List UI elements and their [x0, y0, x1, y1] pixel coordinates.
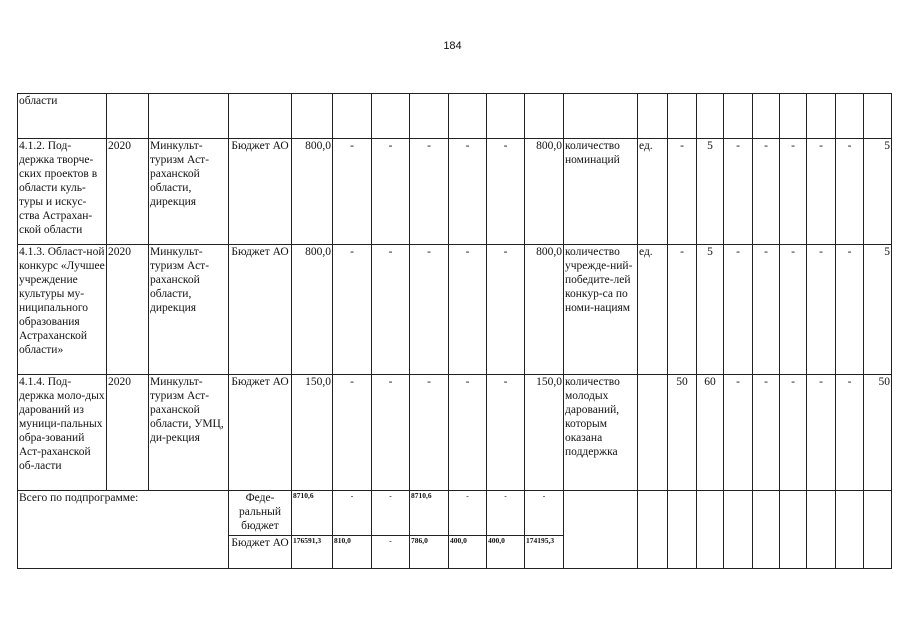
unit-cell: ед.	[638, 245, 668, 375]
indicator-value-cell	[724, 491, 753, 569]
indicator-value-cell	[807, 94, 836, 139]
table-row	[18, 375, 892, 491]
year-value-cell: 150,0	[525, 375, 564, 491]
year-value-cell: -	[449, 375, 487, 491]
year-cell: 2020	[107, 375, 149, 491]
source-cell: Бюджет АО	[229, 245, 292, 375]
indicator-cell	[564, 491, 638, 569]
totals-label: Всего по подпрограмме:	[18, 491, 229, 569]
indicator-value-cell: -	[807, 245, 836, 375]
year-cell: 2020	[107, 245, 149, 375]
indicator-value-cell	[780, 491, 807, 569]
year-value-cell: -	[449, 245, 487, 375]
indicator-value-cell: -	[780, 375, 807, 491]
year-value-cell: -	[372, 536, 410, 569]
year-value-cell	[333, 94, 372, 139]
indicator-value-cell: -	[836, 375, 864, 491]
year-value-cell: -	[372, 375, 410, 491]
unit-cell	[638, 491, 668, 569]
indicator-value-cell	[864, 94, 892, 139]
year-cell: 2020	[107, 139, 149, 245]
indicator-value-cell	[836, 94, 864, 139]
table-row	[18, 245, 892, 375]
year-value-cell: -	[410, 245, 449, 375]
page-number: 184	[443, 40, 462, 52]
indicator-value-cell	[836, 491, 864, 569]
table-row	[18, 94, 892, 139]
year-value-cell	[372, 94, 410, 139]
indicator-value-cell	[668, 491, 697, 569]
indicator-value-cell: -	[836, 139, 864, 245]
indicator-value-cell: 50	[864, 375, 892, 491]
indicator-value-cell	[780, 94, 807, 139]
table-row	[18, 139, 892, 245]
year-value-cell: 400,0	[487, 536, 525, 569]
indicator-value-cell	[753, 94, 780, 139]
year-value-cell: 174195,3	[525, 536, 564, 569]
indicator-value-cell: -	[807, 375, 836, 491]
indicator-value-cell: -	[724, 245, 753, 375]
indicator-value-cell: -	[753, 139, 780, 245]
indicator-cell: количество молодых дарований, которым оказана поддержка	[564, 375, 638, 491]
indicator-value-cell: -	[807, 139, 836, 245]
indicator-value-cell	[864, 491, 892, 569]
indicator-value-cell: -	[668, 139, 697, 245]
event-name: 4.1.2. Под-держка творче-ских проектов в области куль-туры и искус-ства Астрахан-ской области	[18, 139, 107, 245]
year-value-cell: 786,0	[410, 536, 449, 569]
year-value-cell: -	[333, 245, 372, 375]
indicator-value-cell: -	[724, 139, 753, 245]
unit-cell	[638, 94, 668, 139]
indicator-value-cell: -	[836, 245, 864, 375]
total-cell: 176591,3	[292, 536, 333, 569]
year-value-cell: -	[449, 491, 487, 536]
year-value-cell	[487, 94, 525, 139]
year-value-cell	[525, 94, 564, 139]
indicator-value-cell	[697, 94, 724, 139]
year-value-cell: -	[410, 139, 449, 245]
executor-cell: Минкульт-туризм Аст-раханской области, дирекция	[149, 139, 229, 245]
indicator-cell	[564, 94, 638, 139]
indicator-value-cell: 5	[697, 245, 724, 375]
year-value-cell: -	[372, 491, 410, 536]
total-cell	[292, 94, 333, 139]
indicator-value-cell: -	[780, 139, 807, 245]
indicator-value-cell: -	[668, 245, 697, 375]
source-cell: Феде-ральный бюджет	[229, 491, 292, 536]
year-value-cell: 810,0	[333, 536, 372, 569]
total-cell: 800,0	[292, 139, 333, 245]
year-value-cell: -	[449, 139, 487, 245]
source-cell	[229, 94, 292, 139]
indicator-value-cell	[807, 491, 836, 569]
indicator-value-cell: -	[724, 375, 753, 491]
year-value-cell: -	[525, 491, 564, 536]
year-value-cell: -	[372, 139, 410, 245]
year-value-cell: 800,0	[525, 139, 564, 245]
year-value-cell: 800,0	[525, 245, 564, 375]
indicator-value-cell	[697, 491, 724, 569]
program-table	[17, 93, 892, 569]
year-value-cell	[410, 94, 449, 139]
event-name: области	[18, 94, 107, 139]
executor-cell: Минкульт-туризм Аст-раханской области, УМЦ, ди-рекция	[149, 375, 229, 491]
event-name: 4.1.3. Област-ной конкурс «Лучшее учреждение культуры му-ниципального образования Астраханской области»	[18, 245, 107, 375]
indicator-value-cell	[724, 94, 753, 139]
year-value-cell: -	[410, 375, 449, 491]
year-value-cell: -	[487, 491, 525, 536]
year-value-cell: -	[372, 245, 410, 375]
year-value-cell: -	[487, 245, 525, 375]
indicator-value-cell: 60	[697, 375, 724, 491]
executor-cell: Минкульт-туризм Аст-раханской области, дирекция	[149, 245, 229, 375]
unit-cell: ед.	[638, 139, 668, 245]
year-value-cell: -	[333, 139, 372, 245]
year-value-cell: -	[487, 375, 525, 491]
indicator-value-cell: -	[753, 375, 780, 491]
executor-cell	[149, 94, 229, 139]
indicator-value-cell: -	[780, 245, 807, 375]
indicator-value-cell: 5	[864, 139, 892, 245]
indicator-value-cell: 5	[697, 139, 724, 245]
total-cell: 150,0	[292, 375, 333, 491]
source-cell: Бюджет АО	[229, 139, 292, 245]
year-value-cell: 8710,6	[410, 491, 449, 536]
indicator-value-cell	[668, 94, 697, 139]
total-cell: 800,0	[292, 245, 333, 375]
indicator-value-cell: 50	[668, 375, 697, 491]
year-value-cell: -	[333, 375, 372, 491]
source-cell: Бюджет АО	[229, 375, 292, 491]
year-value-cell	[449, 94, 487, 139]
event-name: 4.1.4. Под-держка моло-дых дарований из муници-пальных обра-зований Аст-раханской об-ласти	[18, 375, 107, 491]
total-cell: 8710,6	[292, 491, 333, 536]
year-cell	[107, 94, 149, 139]
indicator-value-cell	[753, 491, 780, 569]
totals-row-federal	[18, 491, 892, 536]
year-value-cell: 400,0	[449, 536, 487, 569]
year-value-cell: -	[487, 139, 525, 245]
source-cell: Бюджет АО	[229, 536, 292, 569]
indicator-value-cell: -	[753, 245, 780, 375]
year-value-cell: -	[333, 491, 372, 536]
unit-cell	[638, 375, 668, 491]
indicator-cell: количество учрежде-ний-победите-лей конкур-са по номи-нациям	[564, 245, 638, 375]
indicator-value-cell: 5	[864, 245, 892, 375]
indicator-cell: количество номинаций	[564, 139, 638, 245]
